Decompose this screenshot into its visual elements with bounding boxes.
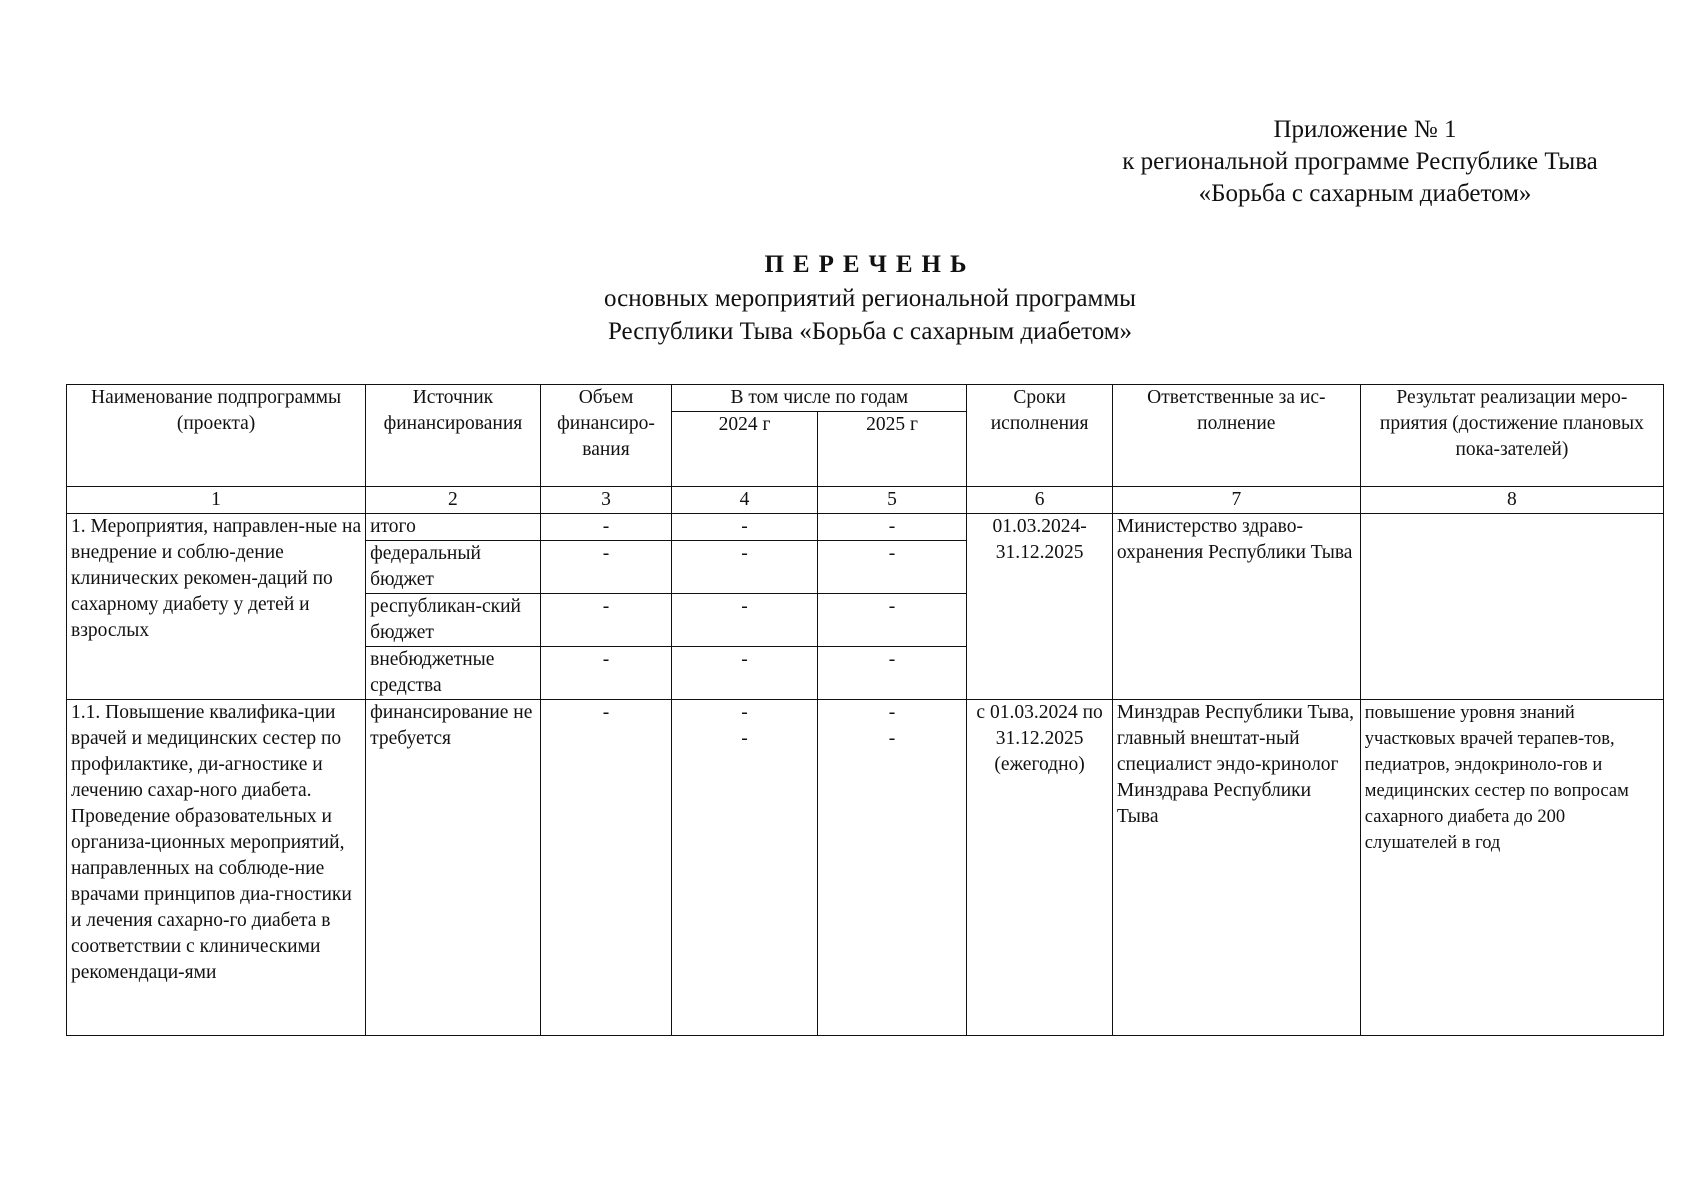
row2-2024-b: -	[741, 728, 748, 749]
header-responsible: Ответственные за ис-полнение	[1112, 385, 1360, 487]
row1-source-total: итого	[366, 514, 541, 541]
row1-source-federal: федеральный бюджет	[366, 541, 541, 594]
row1-result	[1360, 514, 1663, 700]
row1-terms: 01.03.2024-31.12.2025	[967, 514, 1113, 700]
row2-volume: -	[540, 700, 671, 1036]
header-years: В том числе по годам	[672, 385, 967, 412]
row1-2024-federal: -	[672, 541, 818, 594]
col-number: 2	[366, 487, 541, 514]
row2-terms: с 01.03.2024 по 31.12.2025 (ежегодно)	[967, 700, 1113, 1036]
header-year-2024: 2024 г	[672, 412, 818, 487]
title-word: ПЕРЕЧЕНЬ	[764, 251, 976, 278]
row1-responsible: Министерство здраво-охранения Республики Тыва	[1112, 514, 1360, 700]
col-number: 4	[672, 487, 818, 514]
appendix-block	[1080, 114, 1640, 210]
row1-2025-federal: -	[817, 541, 967, 594]
header-name: Наименование подпрограммы (проекта)	[67, 385, 366, 487]
header-source: Источник финансирования	[366, 385, 541, 487]
row2-2025-b: -	[888, 728, 896, 749]
table-row	[67, 514, 1664, 541]
row1-source-republic: республикан-ский бюджет	[366, 594, 541, 647]
row2-2024-a: -	[741, 702, 748, 723]
row2-result: повышение уровня знаний участковых врачей терапев-тов, педиатров, эндокриноло-гов и медицинских сестер по вопросам сахарного диабета до 200 слушателей в год	[1360, 700, 1663, 1036]
appendix-line-1: Приложение № 1	[1273, 116, 1457, 143]
row2-2025-a: -	[888, 702, 896, 723]
measures-table	[66, 384, 1664, 1036]
row2-2025	[817, 700, 967, 1036]
row1-2024-extrabudget: -	[672, 647, 818, 700]
row1-source-extrabudget: внебюджетные средства	[366, 647, 541, 700]
row1-volume-republic: -	[540, 594, 671, 647]
col-number: 7	[1112, 487, 1360, 514]
col-number: 6	[967, 487, 1113, 514]
row1-volume-extrabudget: -	[540, 647, 671, 700]
col-number: 1	[67, 487, 366, 514]
row1-volume-total: -	[540, 514, 671, 541]
row1-volume-federal: -	[540, 541, 671, 594]
row2-responsible: Минздрав Республики Тыва, главный внештат-ный специалист эндо-кринолог Минздрава Республики Тыва	[1112, 700, 1360, 1036]
col-number: 3	[540, 487, 671, 514]
col-number: 8	[1360, 487, 1663, 514]
row2-2024	[672, 700, 818, 1036]
title-line-2: Республики Тыва «Борьба с сахарным диабетом»	[607, 318, 1133, 345]
document-title	[440, 248, 1300, 348]
appendix-line-3: «Борьба с сахарным диабетом»	[1198, 180, 1532, 207]
header-year-2025: 2025 г	[817, 412, 967, 487]
row1-2025-republic: -	[817, 594, 967, 647]
row1-name: 1. Мероприятия, направлен-ные на внедрение и соблю-дение клинических рекомен-даций по сахарному диабету у детей и взрослых	[67, 514, 366, 700]
header-result: Результат реализации меро-приятия (достижение плановых пока-зателей)	[1360, 385, 1663, 487]
row2-source: финансирование не требуется	[366, 700, 541, 1036]
title-line-1: основных мероприятий региональной программы	[604, 285, 1136, 312]
row2-name: 1.1. Повышение квалифика-ции врачей и медицинских сестер по профилактике, ди-агностике и лечению сахар-ного диабета. Проведение образовательных и организа-ционных мероприятий, направленных на соблюде-ние врачами принципов диа-гностики и лечения сахарно-го диабета в соответствии с клиническими рекомендаци-ями	[67, 700, 366, 1036]
header-volume: Объем финансиро-вания	[540, 385, 671, 487]
row1-2024-republic: -	[672, 594, 818, 647]
header-row-1	[67, 385, 1664, 412]
row1-2025-extrabudget: -	[817, 647, 967, 700]
appendix-line-2: к региональной программе Республике Тыва	[1122, 148, 1598, 175]
header-terms: Сроки исполнения	[967, 385, 1113, 487]
row1-2025-total: -	[817, 514, 967, 541]
row1-2024-total: -	[672, 514, 818, 541]
col-number: 5	[817, 487, 967, 514]
table-row	[67, 700, 1664, 1036]
column-numbers-row	[67, 487, 1664, 514]
